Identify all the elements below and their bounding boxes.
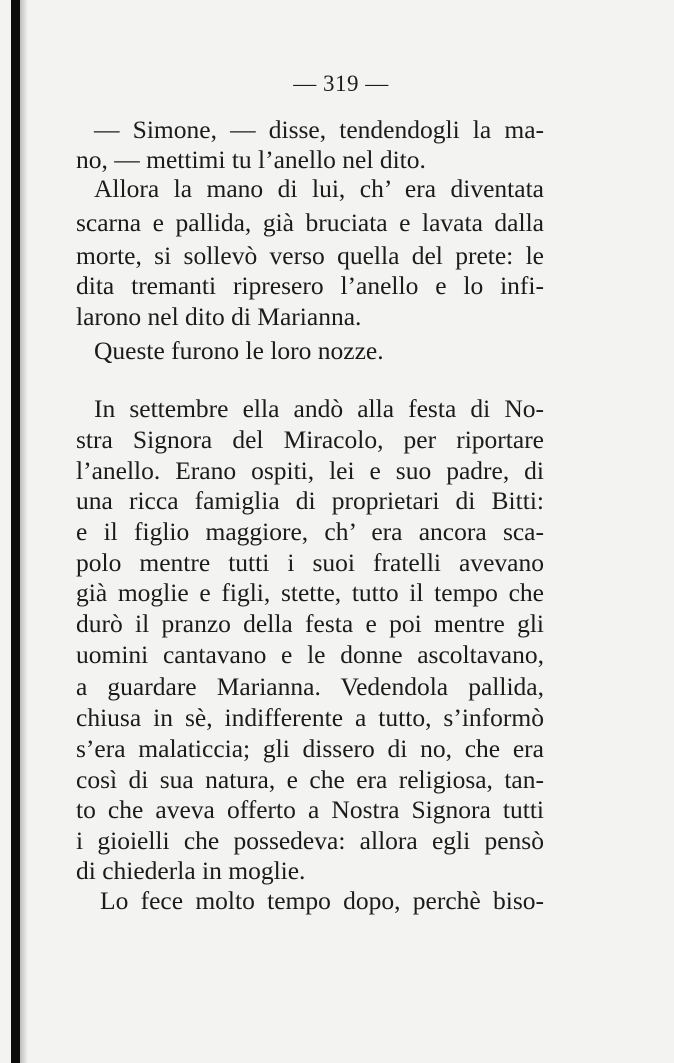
text-line-11: l’anello. Erano ospiti, lei e suo padre, di [76,456,544,485]
text-line-2: no, — mettimi tu l’anello nel dito. [76,145,426,174]
text-line-3: Allora la mano di lui, ch’ era diventata [94,174,544,203]
text-line-6: dita tremanti ripresero l’anello e lo infi- [76,271,544,300]
text-line-5: morte, si sollevò verso quella del prete: le [76,241,544,270]
text-line-18: a guardare Marianna. Vedendola pallida, [76,672,544,701]
spine-shadow [20,0,28,1063]
text-line-22: to che aveva offerto a Nostra Signora tutti [76,795,544,824]
text-line-21: così di sua natura, e che era religiosa, tan- [76,765,544,794]
text-line-8: Queste furono le loro nozze. [94,336,384,365]
text-line-19: chiusa in sè, indifferente a tutto, s’informò [76,703,544,732]
text-line-13: e il figlio maggiore, ch’ era ancora sca- [76,517,544,546]
book-spine-edge [11,0,20,1063]
text-line-16: durò il pranzo della festa e poi mentre gli [76,609,544,638]
text-line-25: Lo fece molto tempo dopo, perchè biso- [100,886,544,915]
text-line-20: s’era malaticcia; gli dissero di no, che era [76,734,544,763]
page-number: — 319 — [293,71,389,96]
text-line-23: i gioielli che possedeva: allora egli pensò [76,826,544,855]
text-line-14: polo mentre tutti i suoi fratelli avevano [76,548,544,577]
text-line-12: una ricca famiglia di proprietari di Bitti: [76,486,544,515]
text-line-15: già moglie e figli, stette, tutto il tempo che [76,578,544,607]
text-line-24: di chiederla in moglie. [76,856,306,885]
text-line-4: scarna e pallida, già bruciata e lavata dalla [76,208,544,237]
text-line-17: uomini cantavano e le donne ascoltavano, [76,640,544,669]
text-line-9: In settembre ella andò alla festa di No- [94,394,544,423]
text-line-10: stra Signora del Miracolo, per riportare [76,425,544,454]
text-line-7: larono nel dito di Marianna. [76,302,362,331]
text-line-1: — Simone, — disse, tendendogli la ma- [94,115,544,144]
